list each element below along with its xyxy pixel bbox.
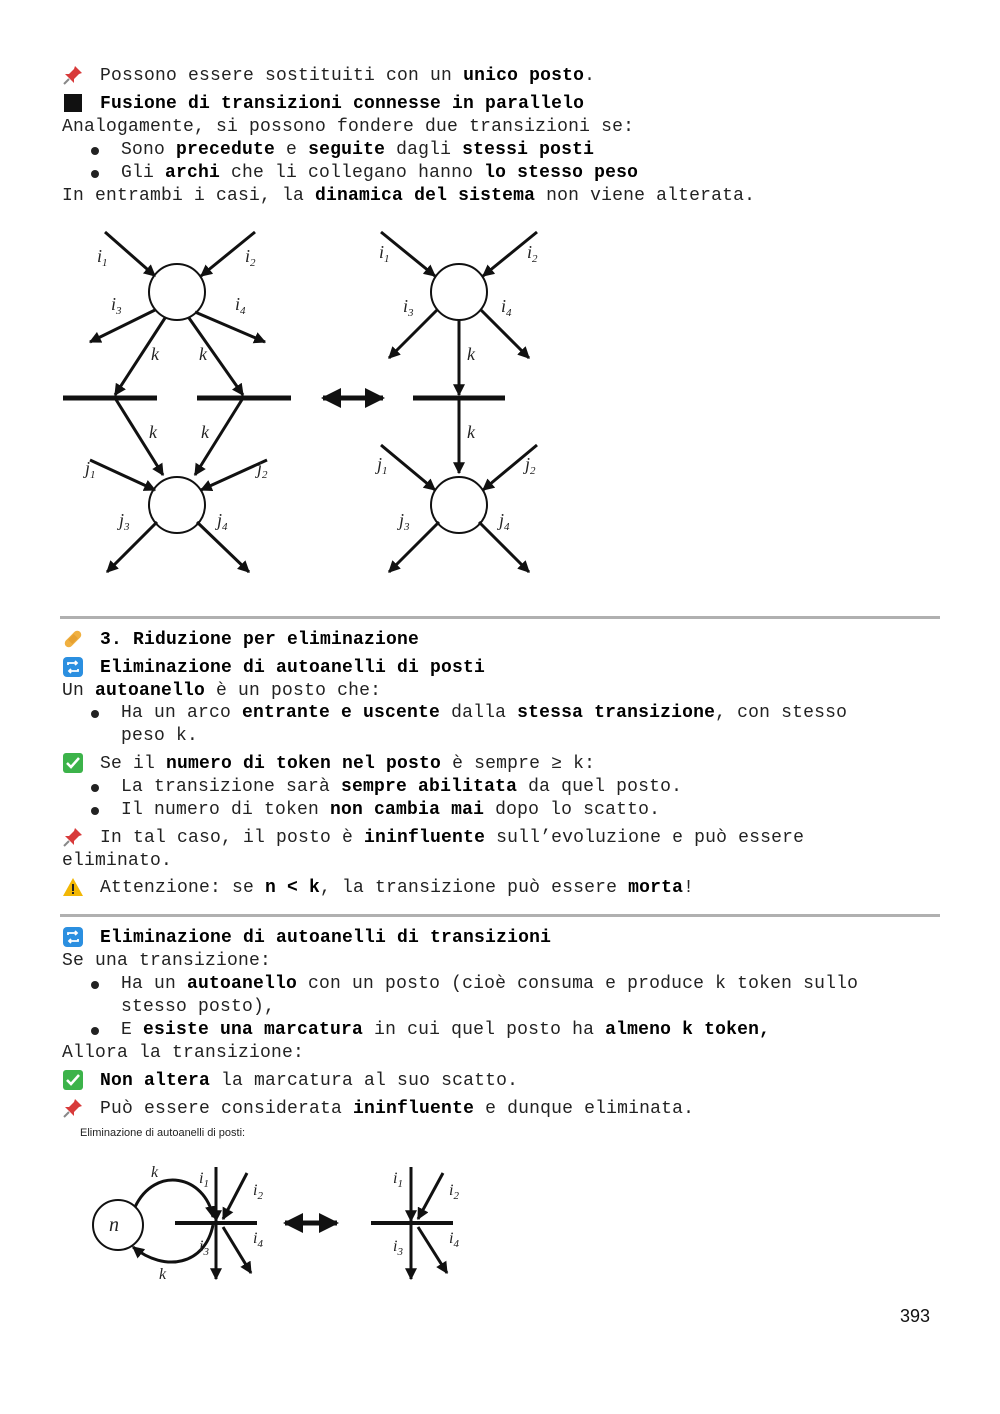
check-mark-icon [62, 752, 84, 774]
label-i2: $i_2$ [253, 1182, 263, 1202]
black-square-icon [62, 92, 84, 114]
page-number: 393 [900, 1306, 931, 1326]
label-i1: $i_1$ [379, 242, 390, 265]
section-heading: Fusione di transizioni connesse in parallelo [100, 94, 585, 114]
bullet-item: Gli archi che li collegano hanno lo stesso peso [121, 163, 639, 183]
repeat-loop-icon [62, 926, 84, 948]
bullet-item: Sono precedute e seguite dagli stessi posti [121, 140, 595, 160]
then-text: Allora la transizione: [62, 1043, 305, 1063]
label-i2: $i_2$ [527, 242, 538, 265]
label-i3: $i_3$ [199, 1238, 209, 1258]
pin-note: Può essere considerata ininfluente e dunque eliminata. [100, 1099, 695, 1119]
figure-caption: Eliminazione di autoanelli di posti: [80, 1127, 246, 1139]
label-i4: $i_4$ [501, 296, 512, 319]
label-j1: $j_1$ [377, 454, 388, 477]
check-note: Non altera la marcatura al suo scatto. [100, 1071, 519, 1091]
bullet-dot [91, 981, 99, 989]
bullet-dot [91, 784, 99, 792]
label-j1: $j_1$ [85, 458, 96, 481]
label-i4: $i_4$ [253, 1230, 263, 1250]
bullet-dot [91, 807, 99, 815]
label-i1: $i_1$ [393, 1170, 403, 1190]
bandage-icon [62, 628, 84, 650]
label-i3: $i_3$ [393, 1238, 403, 1258]
label-i4: $i_4$ [449, 1230, 459, 1250]
conclusion-text: In entrambi i casi, la dinamica del sistema non viene alterata. [62, 186, 756, 206]
label-i2: $i_2$ [449, 1182, 459, 1202]
label-i4: $i_4$ [235, 294, 246, 317]
transition-fusion-diagram [55, 220, 555, 590]
label-j4: $j_4$ [499, 510, 510, 533]
check-mark-icon [62, 1069, 84, 1091]
pin-note: Possono essere sostituiti con un unico posto. [100, 66, 596, 86]
self-loop-elimination-diagram [85, 1155, 485, 1290]
bullet-dot [91, 147, 99, 155]
check-note: Se il numero di token nel posto è sempre ≥ k: [100, 754, 596, 774]
intro-text: Un autoanello è un posto che: [62, 681, 382, 701]
label-k: k [151, 344, 159, 364]
section-divider [60, 616, 940, 619]
pushpin-icon [62, 826, 84, 848]
label-i1: $i_1$ [199, 1170, 209, 1190]
section-heading: 3. Riduzione per eliminazione [100, 630, 420, 650]
bullet-item: Il numero di token non cambia mai dopo lo scatto. [121, 800, 661, 820]
label-j2: $j_2$ [257, 458, 268, 481]
label-k: k [151, 1164, 159, 1181]
section-divider [60, 914, 940, 917]
label-j3: $j_3$ [119, 510, 130, 533]
bullet-dot [91, 1027, 99, 1035]
label-k: k [159, 1266, 167, 1283]
label-i3: $i_3$ [111, 294, 122, 317]
warning-note: Attenzione: se n < k, la transizione può essere morta! [100, 878, 695, 898]
label-k: k [467, 422, 475, 442]
intro-text: Se una transizione: [62, 951, 272, 971]
pin-note: In tal caso, il posto è ininfluente sull’evoluzione e può essere [100, 828, 805, 848]
label-j2: $j_2$ [525, 454, 536, 477]
label-i2: $i_2$ [245, 246, 256, 269]
subsection-heading: Eliminazione di autoanelli di posti [100, 658, 486, 678]
intro-text: Analogamente, si possono fondere due transizioni se: [62, 117, 635, 137]
label-n: n [109, 1214, 119, 1236]
bullet-item: La transizione sarà sempre abilitata da quel posto. [121, 777, 683, 797]
bullet-dot [91, 170, 99, 178]
warning-icon [62, 876, 84, 898]
pin-note-continuation: eliminato. [62, 851, 173, 871]
label-j4: $j_4$ [217, 510, 228, 533]
subsection-heading: Eliminazione di autoanelli di transizioni [100, 928, 552, 948]
bullet-item-continuation: stesso posto), [121, 997, 276, 1017]
pushpin-icon [62, 1097, 84, 1119]
label-j3: $j_3$ [399, 510, 410, 533]
pushpin-icon [62, 64, 84, 86]
label-k: k [201, 422, 209, 442]
label-k: k [467, 344, 475, 364]
bullet-item: Ha un autoanello con un posto (cioè consuma e produce k token sullo [121, 974, 859, 994]
label-k: k [199, 344, 207, 364]
repeat-loop-icon [62, 656, 84, 678]
label-i3: $i_3$ [403, 296, 414, 319]
bullet-item: Ha un arco entrante e uscente dalla stessa transizione, con stesso [121, 703, 848, 723]
label-i1: $i_1$ [97, 246, 108, 269]
bullet-item: E esiste una marcatura in cui quel posto ha almeno k token, [121, 1020, 771, 1040]
bullet-item-continuation: peso k. [121, 726, 199, 746]
label-k: k [149, 422, 157, 442]
bullet-dot [91, 710, 99, 718]
